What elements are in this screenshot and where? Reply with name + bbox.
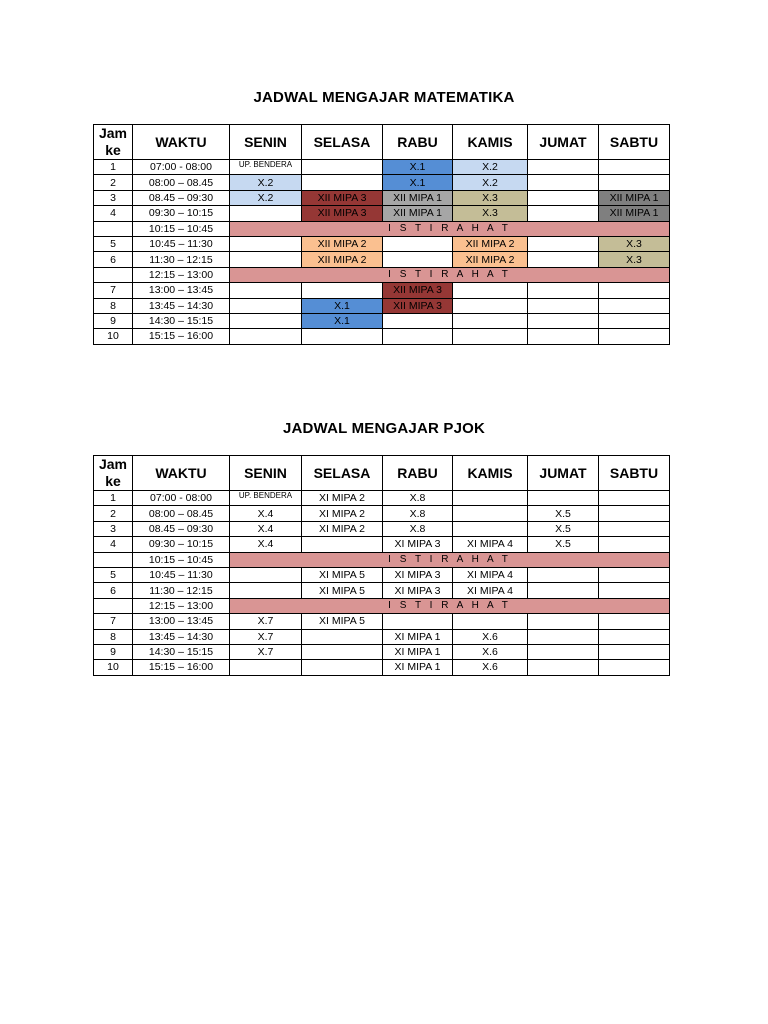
schedule-cell-senin: UP. BENDERA	[230, 160, 302, 175]
column-header-jam-ke: Jam ke	[94, 125, 133, 160]
schedule-cell-rabu: XII MIPA 3	[383, 298, 453, 313]
schedule-cell-senin	[230, 206, 302, 221]
schedule-cell-rabu: X.1	[383, 175, 453, 190]
column-header-selasa: SELASA	[302, 456, 383, 491]
schedule-cell-rabu: XII MIPA 1	[383, 190, 453, 205]
schedule-cell-senin: X.4	[230, 506, 302, 521]
table-row	[94, 236, 670, 251]
column-header-rabu: RABU	[383, 125, 453, 160]
schedule-cell-kamis: X.3	[453, 206, 528, 221]
schedule-cell-senin	[230, 660, 302, 675]
column-header-jumat: JUMAT	[528, 125, 599, 160]
jam-ke-cell	[94, 267, 133, 282]
schedule-cell-sabtu: XII MIPA 1	[599, 206, 670, 221]
schedule-cell-jumat	[528, 160, 599, 175]
table-row	[94, 506, 670, 521]
schedule-cell-kamis	[453, 614, 528, 629]
istirahat-cell: I S T I R A H A T	[230, 267, 670, 282]
schedule-cell-rabu	[383, 313, 453, 328]
schedule-cell-kamis: X.2	[453, 175, 528, 190]
schedule-cell-sabtu	[599, 313, 670, 328]
column-header-sabtu: SABTU	[599, 456, 670, 491]
schedule-cell-senin	[230, 329, 302, 344]
schedule-cell-jumat	[528, 190, 599, 205]
waktu-cell: 15:15 – 16:00	[133, 329, 230, 344]
schedule-cell-sabtu	[599, 583, 670, 598]
schedule-cell-selasa	[302, 644, 383, 659]
waktu-cell: 13:45 – 14:30	[133, 298, 230, 313]
table-row	[94, 206, 670, 221]
table-row	[94, 313, 670, 328]
break-row	[94, 221, 670, 236]
jam-ke-cell: 4	[94, 206, 133, 221]
table-row	[94, 190, 670, 205]
table-row	[94, 629, 670, 644]
table-row	[94, 252, 670, 267]
schedule-cell-selasa: XI MIPA 5	[302, 567, 383, 582]
jam-ke-cell: 6	[94, 252, 133, 267]
schedule-cell-jumat	[528, 329, 599, 344]
schedule-cell-kamis	[453, 313, 528, 328]
table-row	[94, 283, 670, 298]
istirahat-cell: I S T I R A H A T	[230, 598, 670, 613]
schedule-cell-sabtu	[599, 298, 670, 313]
schedule-cell-senin: X.4	[230, 537, 302, 552]
schedule-cell-kamis: XII MIPA 2	[453, 252, 528, 267]
table-row	[94, 521, 670, 536]
column-header-sabtu: SABTU	[599, 125, 670, 160]
schedule-cell-rabu: X.1	[383, 160, 453, 175]
schedule-cell-senin	[230, 298, 302, 313]
schedule-cell-sabtu: X.3	[599, 236, 670, 251]
schedule-cell-selasa: X.1	[302, 313, 383, 328]
schedule-cell-sabtu	[599, 660, 670, 675]
schedule-cell-jumat	[528, 206, 599, 221]
schedule-cell-sabtu	[599, 175, 670, 190]
schedule-cell-senin	[230, 567, 302, 582]
schedule-cell-senin	[230, 252, 302, 267]
schedule-cell-selasa: X.1	[302, 298, 383, 313]
schedule-cell-sabtu	[599, 521, 670, 536]
waktu-cell: 10:15 – 10:45	[133, 221, 230, 236]
schedule-cell-selasa: XI MIPA 2	[302, 491, 383, 506]
schedule-cell-jumat	[528, 252, 599, 267]
jam-ke-cell: 2	[94, 175, 133, 190]
schedule-cell-rabu	[383, 614, 453, 629]
schedule-cell-kamis	[453, 506, 528, 521]
schedule-cell-selasa	[302, 629, 383, 644]
schedule-cell-selasa: XI MIPA 5	[302, 614, 383, 629]
column-header-jam-ke: Jam ke	[94, 456, 133, 491]
jam-ke-cell: 3	[94, 190, 133, 205]
waktu-cell: 10:45 – 11:30	[133, 567, 230, 582]
break-row	[94, 267, 670, 282]
schedule-cell-jumat	[528, 644, 599, 659]
istirahat-cell: I S T I R A H A T	[230, 221, 670, 236]
schedule-cell-kamis	[453, 521, 528, 536]
schedule-cell-kamis: X.6	[453, 644, 528, 659]
schedule-cell-selasa: XII MIPA 3	[302, 190, 383, 205]
waktu-cell: 13:00 – 13:45	[133, 283, 230, 298]
schedule-cell-sabtu	[599, 644, 670, 659]
schedule-cell-selasa: XII MIPA 2	[302, 252, 383, 267]
schedule-cell-kamis: X.3	[453, 190, 528, 205]
table-row	[94, 175, 670, 190]
waktu-cell: 11:30 – 12:15	[133, 252, 230, 267]
schedule-cell-jumat: X.5	[528, 521, 599, 536]
schedule-cell-selasa	[302, 283, 383, 298]
schedule-cell-sabtu	[599, 567, 670, 582]
schedule-cell-kamis	[453, 298, 528, 313]
jam-ke-cell: 9	[94, 313, 133, 328]
waktu-cell: 14:30 – 15:15	[133, 644, 230, 659]
jam-ke-cell: 1	[94, 491, 133, 506]
waktu-cell: 09:30 – 10:15	[133, 537, 230, 552]
schedule-cell-rabu: XI MIPA 1	[383, 629, 453, 644]
schedule-cell-rabu: XI MIPA 3	[383, 537, 453, 552]
title-matematika: JADWAL MENGAJAR MATEMATIKA	[253, 89, 515, 106]
waktu-cell: 08:00 – 08.45	[133, 506, 230, 521]
table-row	[94, 660, 670, 675]
waktu-cell: 08.45 – 09:30	[133, 190, 230, 205]
table-row	[94, 491, 670, 506]
schedule-cell-selasa: XI MIPA 2	[302, 521, 383, 536]
schedule-cell-senin	[230, 283, 302, 298]
schedule-cell-kamis	[453, 283, 528, 298]
schedule-cell-selasa	[302, 660, 383, 675]
jam-ke-cell: 3	[94, 521, 133, 536]
schedule-cell-jumat	[528, 298, 599, 313]
table-row	[94, 567, 670, 582]
schedule-cell-rabu: X.8	[383, 521, 453, 536]
schedule-cell-selasa: XII MIPA 2	[302, 236, 383, 251]
schedule-cell-selasa: XI MIPA 2	[302, 506, 383, 521]
column-header-rabu: RABU	[383, 456, 453, 491]
waktu-cell: 08.45 – 09:30	[133, 521, 230, 536]
schedule-cell-kamis	[453, 329, 528, 344]
schedule-cell-sabtu: XII MIPA 1	[599, 190, 670, 205]
schedule-cell-senin: X.7	[230, 629, 302, 644]
schedule-cell-rabu: XI MIPA 1	[383, 660, 453, 675]
table-row	[94, 537, 670, 552]
schedule-cell-rabu	[383, 252, 453, 267]
waktu-cell: 07:00 - 08:00	[133, 491, 230, 506]
schedule-cell-sabtu	[599, 283, 670, 298]
schedule-cell-jumat	[528, 491, 599, 506]
column-header-kamis: KAMIS	[453, 456, 528, 491]
schedule-cell-kamis: XI MIPA 4	[453, 537, 528, 552]
schedule-cell-rabu: XI MIPA 3	[383, 583, 453, 598]
schedule-table-pjok	[93, 455, 670, 676]
schedule-cell-kamis: XI MIPA 4	[453, 567, 528, 582]
schedule-cell-rabu: X.8	[383, 506, 453, 521]
schedule-cell-rabu: XI MIPA 3	[383, 567, 453, 582]
table-row	[94, 614, 670, 629]
schedule-cell-senin: X.2	[230, 190, 302, 205]
table-row	[94, 160, 670, 175]
schedule-cell-jumat	[528, 313, 599, 328]
header-row	[94, 125, 670, 160]
schedule-cell-sabtu	[599, 614, 670, 629]
schedule-cell-senin: X.7	[230, 644, 302, 659]
waktu-cell: 14:30 – 15:15	[133, 313, 230, 328]
waktu-cell: 12:15 – 13:00	[133, 267, 230, 282]
jam-ke-cell	[94, 552, 133, 567]
waktu-cell: 10:15 – 10:45	[133, 552, 230, 567]
jam-ke-cell: 8	[94, 629, 133, 644]
schedule-cell-sabtu	[599, 629, 670, 644]
table-row	[94, 298, 670, 313]
column-header-selasa: SELASA	[302, 125, 383, 160]
schedule-cell-senin	[230, 583, 302, 598]
jam-ke-cell: 2	[94, 506, 133, 521]
schedule-cell-kamis: XII MIPA 2	[453, 236, 528, 251]
column-header-jumat: JUMAT	[528, 456, 599, 491]
schedule-cell-rabu	[383, 236, 453, 251]
waktu-cell: 13:00 – 13:45	[133, 614, 230, 629]
schedule-cell-jumat	[528, 283, 599, 298]
jam-ke-cell: 9	[94, 644, 133, 659]
header-row	[94, 456, 670, 491]
jam-ke-cell	[94, 598, 133, 613]
schedule-cell-selasa	[302, 329, 383, 344]
jam-ke-cell: 5	[94, 567, 133, 582]
schedule-cell-senin: X.4	[230, 521, 302, 536]
schedule-cell-rabu	[383, 329, 453, 344]
schedule-cell-senin	[230, 313, 302, 328]
column-header-waktu: WAKTU	[133, 456, 230, 491]
table-row	[94, 583, 670, 598]
jam-ke-cell: 6	[94, 583, 133, 598]
schedule-cell-rabu: XII MIPA 3	[383, 283, 453, 298]
jam-ke-cell: 4	[94, 537, 133, 552]
schedule-cell-jumat	[528, 175, 599, 190]
jam-ke-cell	[94, 221, 133, 236]
schedule-cell-kamis	[453, 491, 528, 506]
schedule-cell-sabtu	[599, 537, 670, 552]
jam-ke-cell: 8	[94, 298, 133, 313]
jam-ke-cell: 10	[94, 329, 133, 344]
jam-ke-cell: 1	[94, 160, 133, 175]
column-header-senin: SENIN	[230, 456, 302, 491]
schedule-cell-jumat	[528, 614, 599, 629]
jam-ke-cell: 5	[94, 236, 133, 251]
column-header-waktu: WAKTU	[133, 125, 230, 160]
schedule-cell-sabtu	[599, 491, 670, 506]
jam-ke-cell: 7	[94, 283, 133, 298]
break-row	[94, 552, 670, 567]
waktu-cell: 12:15 – 13:00	[133, 598, 230, 613]
schedule-cell-jumat	[528, 236, 599, 251]
schedule-cell-senin: UP. BENDERA	[230, 491, 302, 506]
waktu-cell: 13:45 – 14:30	[133, 629, 230, 644]
break-row	[94, 598, 670, 613]
schedule-cell-kamis: X.6	[453, 629, 528, 644]
schedule-cell-selasa: XI MIPA 5	[302, 583, 383, 598]
schedule-cell-sabtu	[599, 506, 670, 521]
schedule-cell-jumat	[528, 629, 599, 644]
schedule-cell-jumat	[528, 567, 599, 582]
schedule-cell-jumat	[528, 660, 599, 675]
schedule-cell-selasa	[302, 537, 383, 552]
schedule-cell-senin: X.7	[230, 614, 302, 629]
schedule-cell-senin: X.2	[230, 175, 302, 190]
column-header-senin: SENIN	[230, 125, 302, 160]
waktu-cell: 07:00 - 08:00	[133, 160, 230, 175]
schedule-cell-rabu: X.8	[383, 491, 453, 506]
schedule-cell-kamis: X.2	[453, 160, 528, 175]
waktu-cell: 08:00 – 08.45	[133, 175, 230, 190]
schedule-cell-sabtu	[599, 329, 670, 344]
schedule-table-matematika	[93, 124, 670, 345]
schedule-cell-selasa	[302, 160, 383, 175]
schedule-cell-kamis: XI MIPA 4	[453, 583, 528, 598]
schedule-cell-senin	[230, 236, 302, 251]
schedule-cell-jumat: X.5	[528, 537, 599, 552]
waktu-cell: 11:30 – 12:15	[133, 583, 230, 598]
schedule-cell-rabu: XII MIPA 1	[383, 206, 453, 221]
istirahat-cell: I S T I R A H A T	[230, 552, 670, 567]
waktu-cell: 10:45 – 11:30	[133, 236, 230, 251]
schedule-cell-jumat	[528, 583, 599, 598]
title-pjok: JADWAL MENGAJAR PJOK	[282, 420, 486, 437]
jam-ke-cell: 7	[94, 614, 133, 629]
schedule-cell-selasa	[302, 175, 383, 190]
waktu-cell: 09:30 – 10:15	[133, 206, 230, 221]
schedule-cell-sabtu	[599, 160, 670, 175]
schedule-cell-selasa: XII MIPA 3	[302, 206, 383, 221]
schedule-cell-jumat: X.5	[528, 506, 599, 521]
waktu-cell: 15:15 – 16:00	[133, 660, 230, 675]
schedule-cell-rabu: XI MIPA 1	[383, 644, 453, 659]
table-row	[94, 329, 670, 344]
schedule-cell-sabtu: X.3	[599, 252, 670, 267]
table-row	[94, 644, 670, 659]
column-header-kamis: KAMIS	[453, 125, 528, 160]
jam-ke-cell: 10	[94, 660, 133, 675]
schedule-cell-kamis: X.6	[453, 660, 528, 675]
